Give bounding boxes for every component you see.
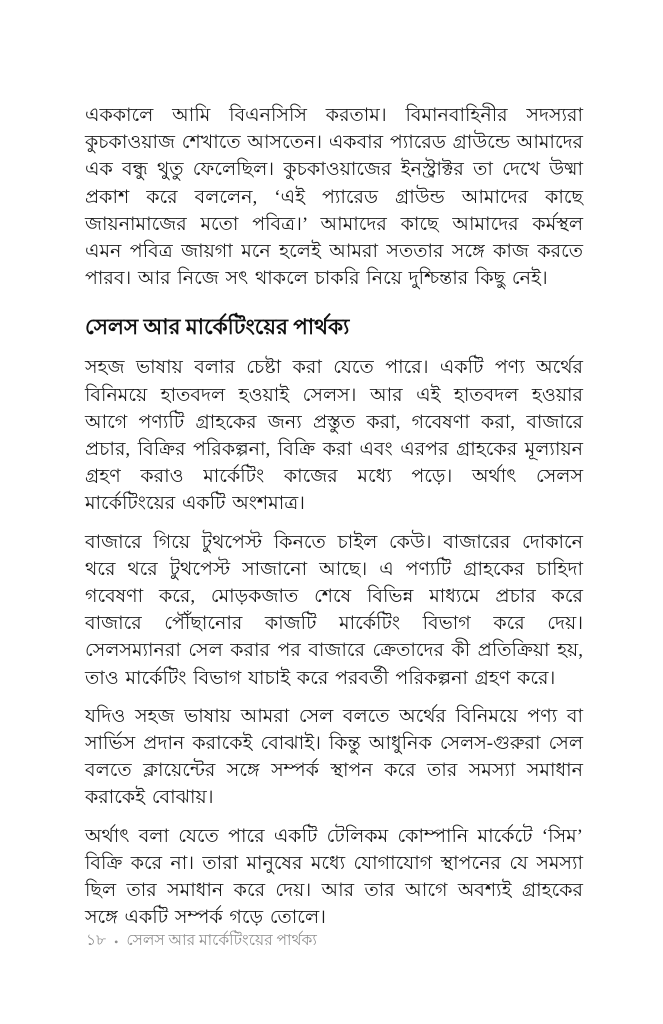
body-paragraph-1: সহজ ভাষায় বলার চেষ্টা করা যেতে পারে। একটি পণ্য অর্থের বিনিময়ে হাতবদল হওয়াই সেলস। আর এই হাতবদল হওয়ার আগে পণ্যটি গ্রাহকের জন্য প্রস্তুত করা, গবেষণা করা, বাজারে প্রচার, বিক্রির পরিকল্পনা, বিক্রি করা এবং এরপর গ্রাহকের মূল্যায়ন গ্রহণ করাও মার্কেটিং কাজের মধ্যে পড়ে। অর্থাৎ সেলস মার্কেটিংয়ের একটি অংশমাত্র। xyxy=(85,357,583,515)
page-footer xyxy=(86,928,584,954)
body-paragraph-2: বাজারে গিয়ে টুথপেস্ট কিনতে চাইল কেউ। বাজারের দোকানে থরে থরে টুথপেস্ট সাজানো আছে। এ পণ্যটি গ্রাহকের চাহিদা গবেষণা করে, মোড়কজাত শেষে বিভিন্ন মাধ্যমে প্রচার করে বাজারে পৌঁছানোর কাজটি মার্কেটিং বিভাগ করে দেয়। সেলসম্যানরা সেল করার পর বাজারে ক্রেতাদের কী প্রতিক্রিয়া হয়, তাও মার্কেটিং বিভাগ যাচাই করে পরবর্তী পরিকল্পনা গ্রহণ করে। xyxy=(85,531,583,689)
section-heading: সেলস আর মার্কেটিংয়ের পার্থক্য xyxy=(85,315,350,340)
page-number: ১৮ xyxy=(86,932,107,949)
body-paragraph-4: অর্থাৎ বলা যেতে পারে একটি টেলিকম কোম্পানি মার্কেটে ‘সিম’ বিক্রি করে না। তারা মানুষের মধ্যে যোগাযোগ স্থাপনের যে সমস্যা ছিল তার সমাধান করে দেয়। আর তার আগে অবশ্যই গ্রাহকের সঙ্গে একটি সম্পর্ক গড়ে তোলে। xyxy=(85,825,583,929)
page-content xyxy=(85,102,583,942)
body-paragraph-3: যদিও সহজ ভাষায় আমরা সেল বলতে অর্থের বিনিময়ে পণ্য বা সার্ভিস প্রদান করাকেই বোঝাই। কিন্তু আধুনিক সেলস-গুরুরা সেল বলতে ক্লায়েন্টের সঙ্গে সম্পর্ক স্থাপন করে তার সমস্যা সমাধান করাকেই বোঝায়। xyxy=(85,705,583,809)
footer-bullet: • xyxy=(114,935,119,949)
running-title: সেলস আর মার্কেটিংয়ের পার্থক্য xyxy=(126,932,317,949)
intro-paragraph: এককালে আমি বিএনসিসি করতাম। বিমানবাহিনীর সদস্যরা কুচকাওয়াজ শেখাতে আসতেন। একবার প্যারেড গ্রাউন্ডে আমাদের এক বন্ধু থুতু ফেলেছিল। কুচকাওয়াজের ইনস্ট্রাক্টর তা দেখে উষ্মা প্রকাশ করে বললেন, ‘এই প্যারেড গ্রাউন্ড আমাদের কাছে জায়নামাজের মতো পবিত্র।’ আমাদের কাছে আমাদের কর্মস্থল এমন পবিত্র জায়গা মনে হলেই আমরা সততার সঙ্গে কাজ করতে পারব। আর নিজে সৎ থাকলে চাকরি নিয়ে দুশ্চিন্তার কিছু নেই। xyxy=(85,105,584,290)
